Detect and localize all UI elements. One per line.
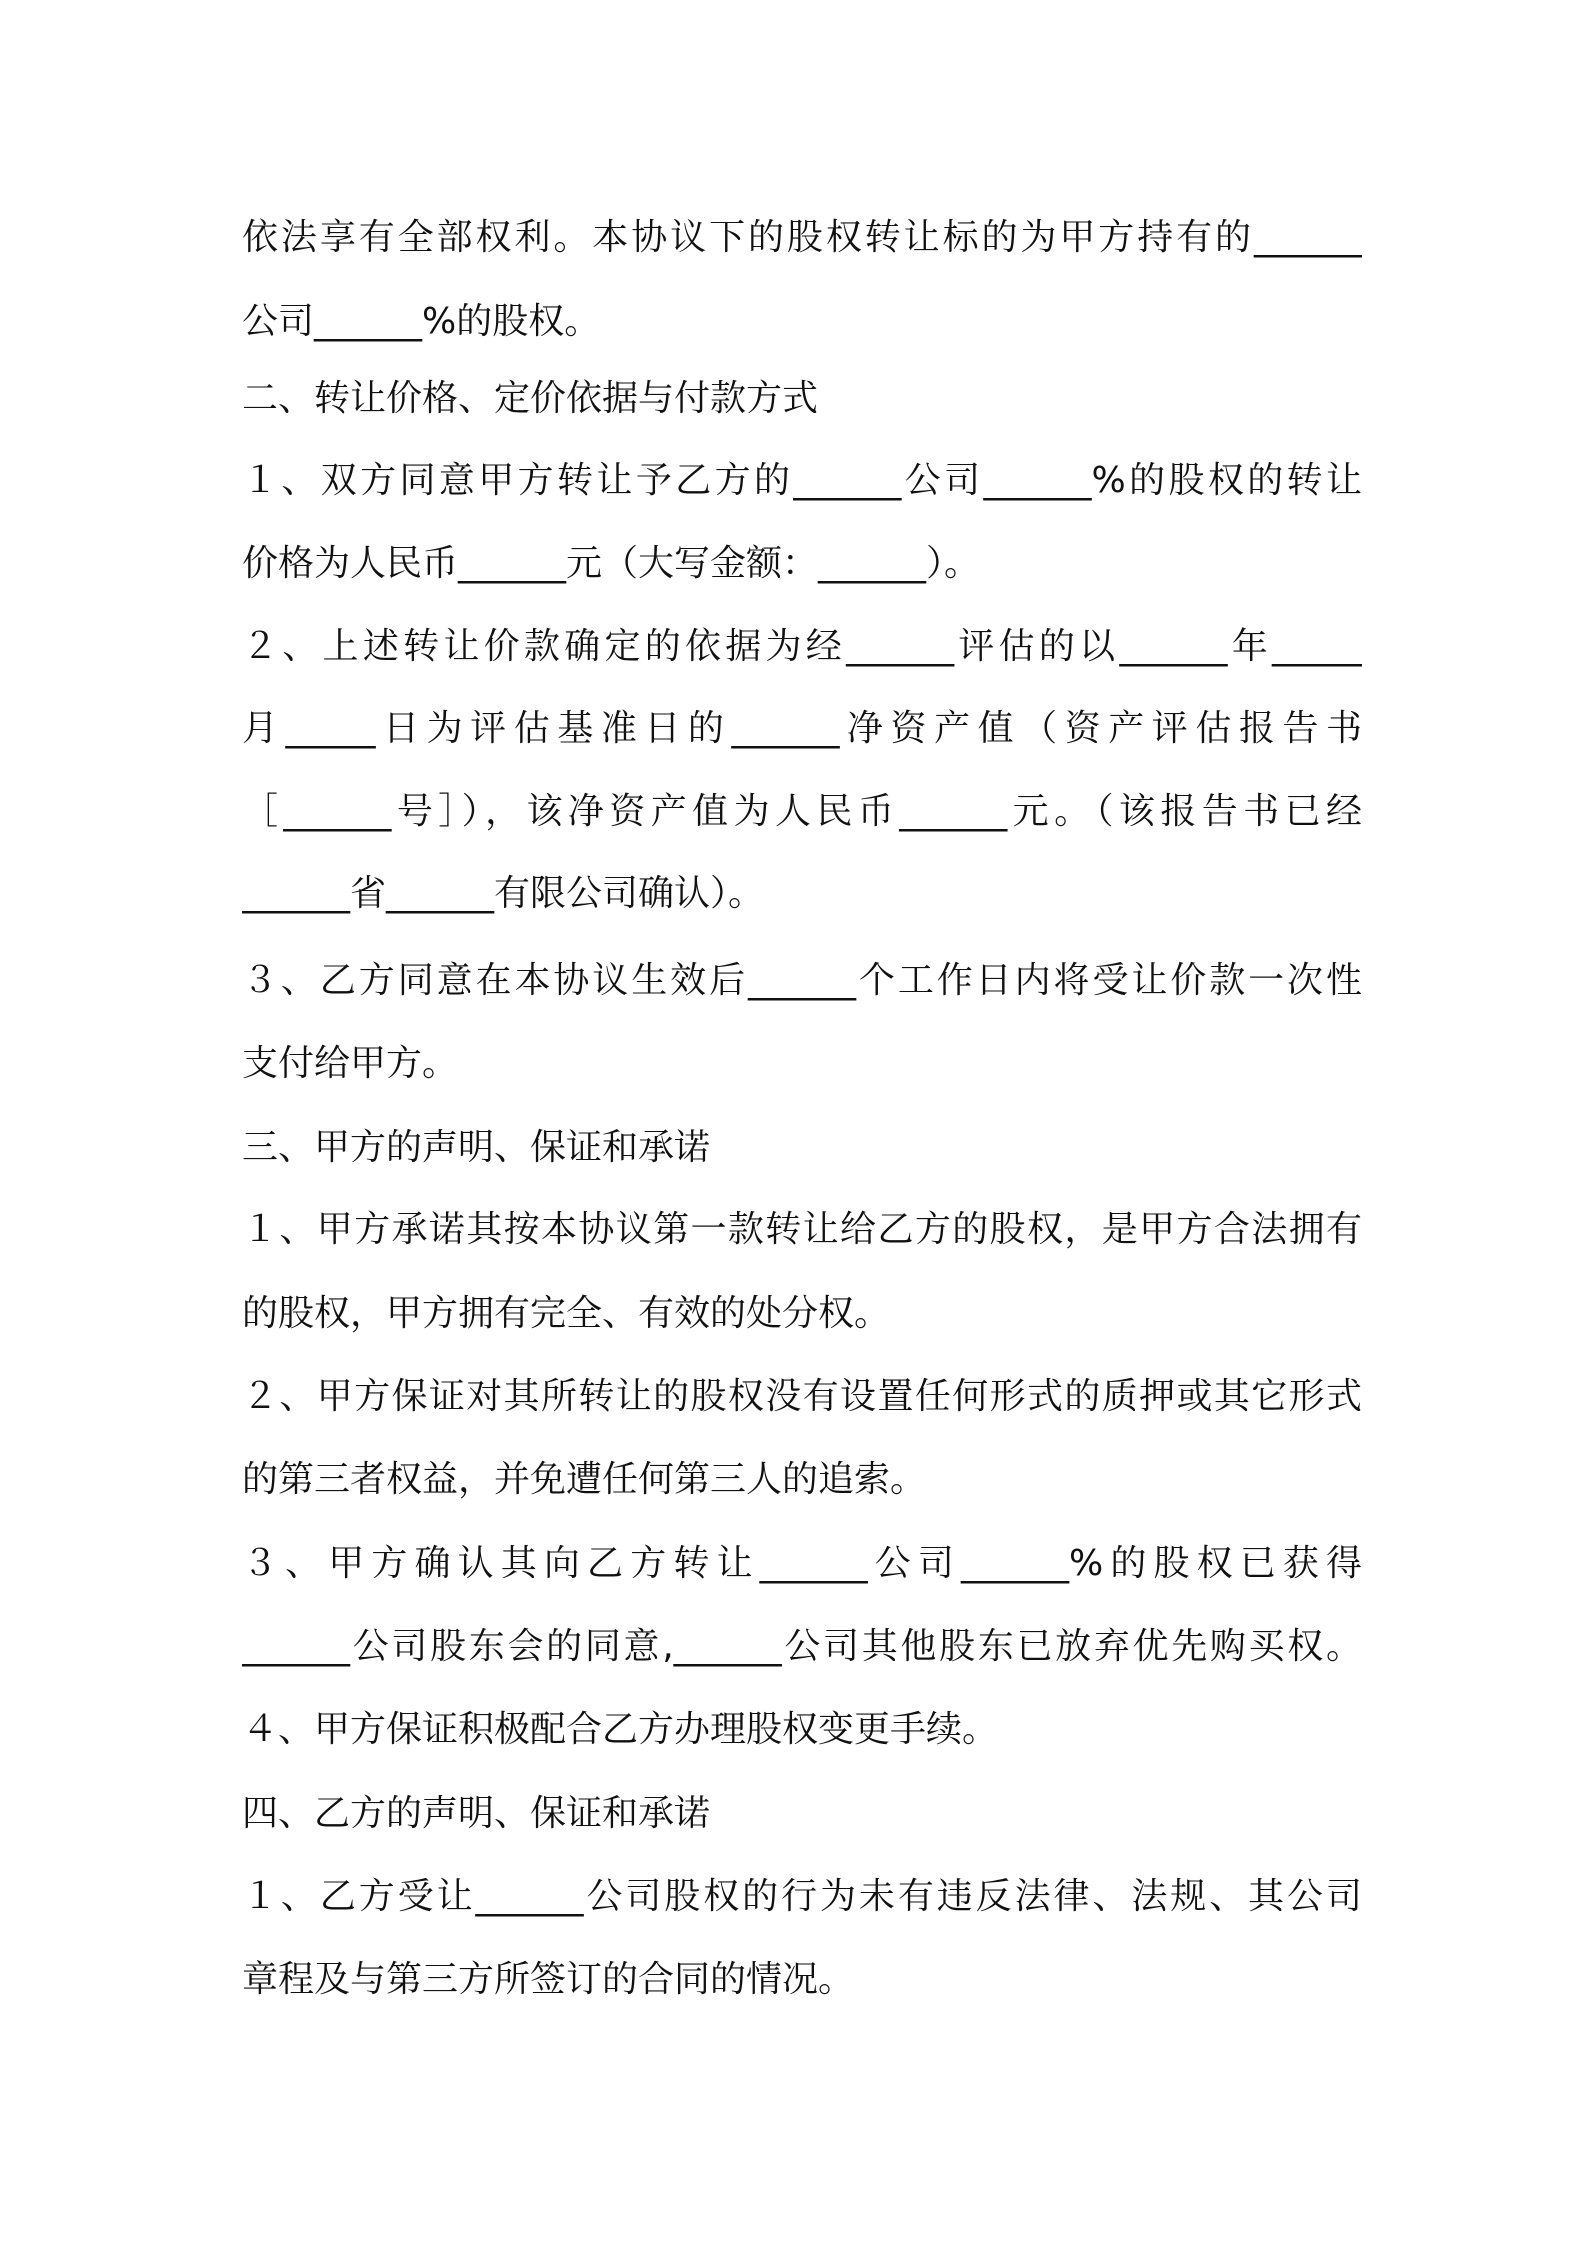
text-line-13: １、甲方承诺其按本协议第一款转让给乙方的股权，是甲方合法拥有 — [242, 1209, 1362, 1250]
text-line-7: 月_____日为评估基准日的______净资产值（资产评估报告书 — [242, 708, 1362, 749]
section-heading-2: 二、转让价格、定价依据与付款方式 — [242, 378, 819, 419]
text-line-17: ３、甲方确认其向乙方转让______公司______%的股权已获得 — [242, 1543, 1362, 1584]
text-line-22: 章程及与第三方所签订的合同的情况。 — [242, 1959, 855, 2000]
text-line-15: ２、甲方保证对其所转让的股权没有设置任何形式的质押或其它形式 — [242, 1376, 1362, 1417]
text-line-19: ４、甲方保证积极配合乙方办理股权变更手续。 — [242, 1709, 999, 1750]
text-line-11: 支付给甲方。 — [242, 1043, 459, 1084]
text-line-14: 的股权，甲方拥有完全、有效的处分权。 — [242, 1293, 891, 1334]
text-line-16: 的第三者权益，并免遭任何第三人的追索。 — [242, 1459, 927, 1500]
text-line-4: １、双方同意甲方转让予乙方的______公司______%的股权的转让 — [242, 460, 1362, 501]
text-line-6: ２、上述转让价款确定的依据为经______评估的以______年_____ — [242, 626, 1362, 667]
text-line-21: １、乙方受让______公司股权的行为未有违反法律、法规、其公司 — [242, 1876, 1362, 1917]
text-line-9: ______省______有限公司确认）。 — [242, 873, 765, 914]
section-heading-3: 三、甲方的声明、保证和承诺 — [242, 1127, 711, 1168]
section-heading-4: 四、乙方的声明、保证和承诺 — [242, 1793, 711, 1834]
text-line-10: ３、乙方同意在本协议生效后______个工作日内将受让价款一次性 — [242, 960, 1362, 1001]
text-line-5: 价格为人民币______元（大写金额：______）。 — [242, 543, 981, 584]
text-line-18: ______公司股东会的同意,______公司其他股东已放弃优先购买权。 — [242, 1626, 1362, 1667]
text-line-8: ［______号］），该净资产值为人民币______元。（该报告书已经 — [242, 791, 1362, 832]
text-line-2: 公司______%的股权。 — [242, 301, 601, 342]
text-line-1: 依法享有全部权利。本协议下的股权转让标的为甲方持有的______ — [242, 217, 1362, 258]
